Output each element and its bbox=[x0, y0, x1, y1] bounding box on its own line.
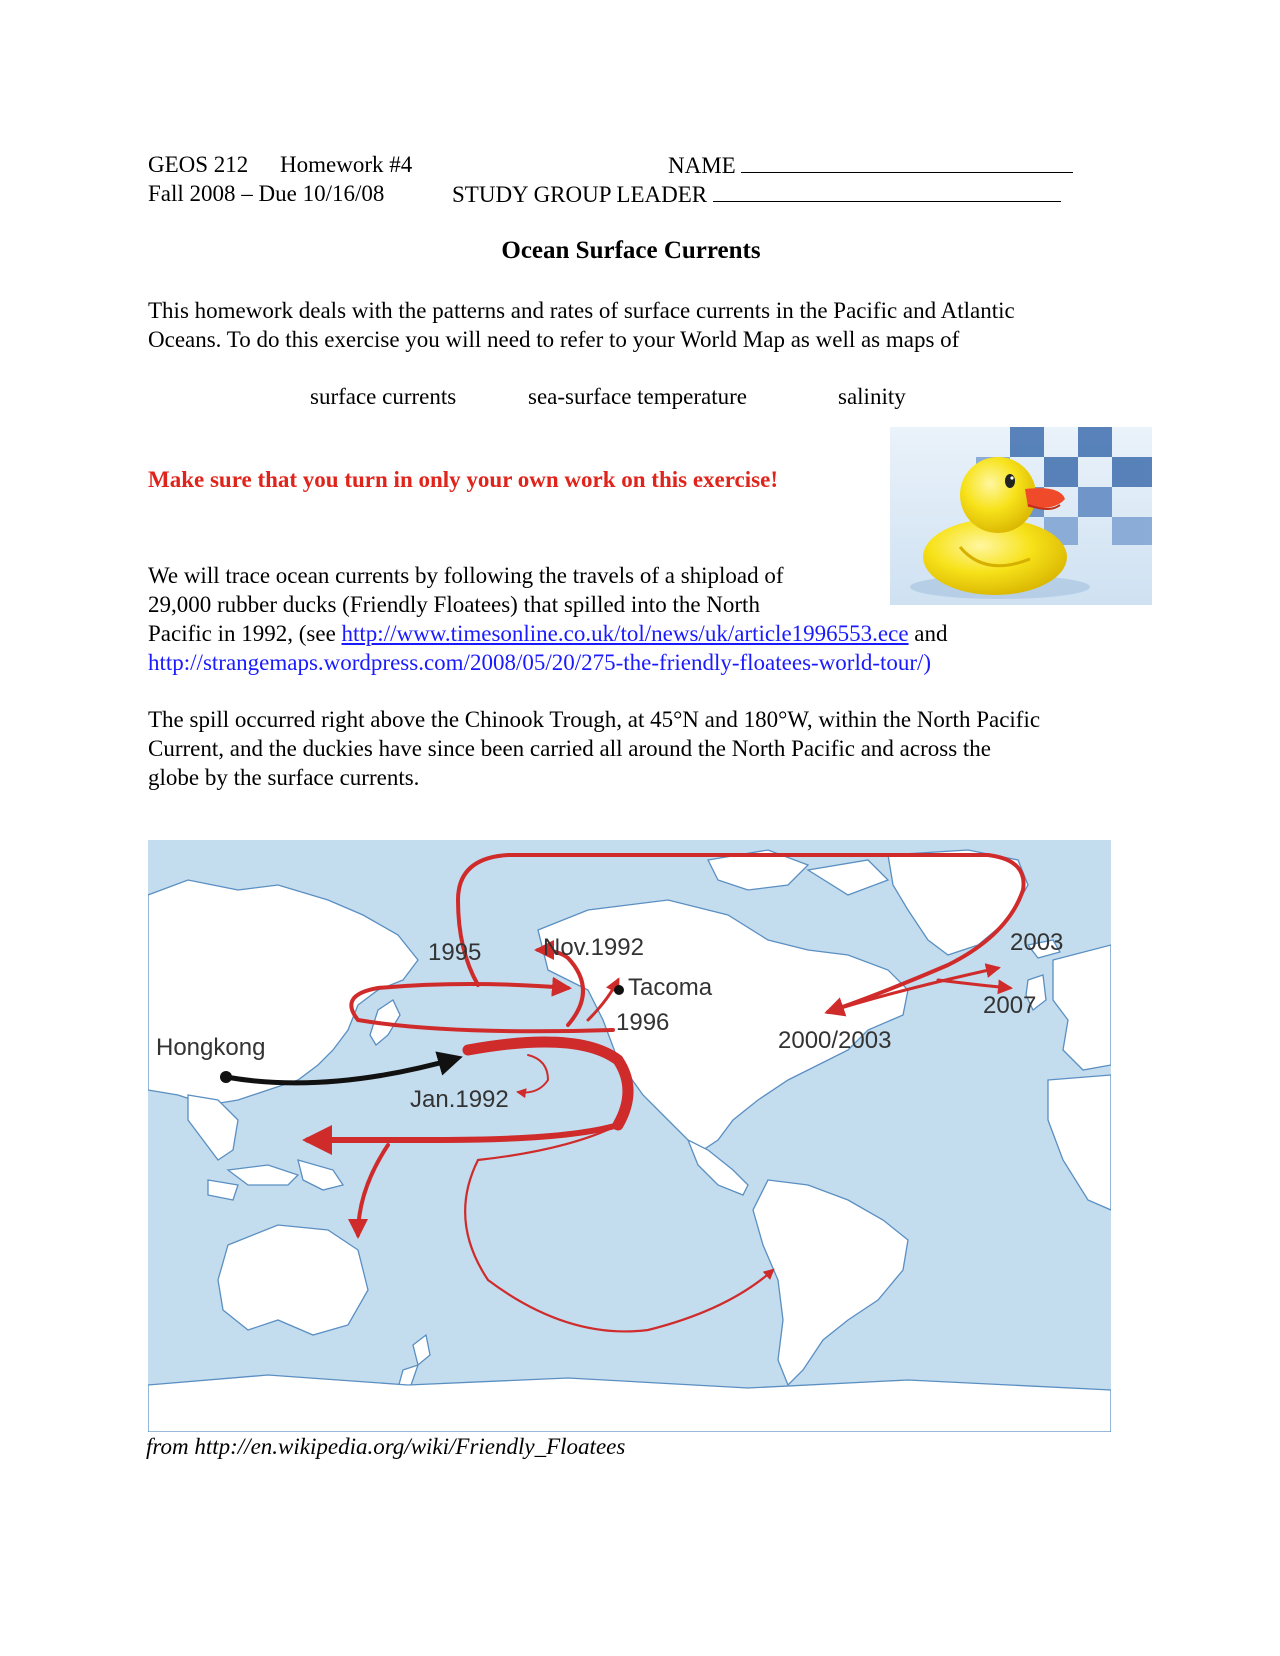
label-2007: 2007 bbox=[983, 992, 1037, 1019]
map-caption: from http://en.wikipedia.org/wiki/Friendly_Floatees bbox=[146, 1434, 626, 1459]
label-hongkong: Hongkong bbox=[156, 1034, 266, 1061]
strangemaps-link-line bbox=[148, 648, 931, 677]
study-group-leader-label: STUDY GROUP LEADER bbox=[452, 182, 708, 207]
trace-line-3 bbox=[148, 619, 948, 648]
trace-line-3-prefix: Pacific in 1992, (see bbox=[148, 621, 342, 646]
intro-line-2: Oceans. To do this exercise you will need to refer to your World Map as well as maps of bbox=[148, 327, 960, 352]
term-due-date: Fall 2008 – Due 10/16/08 bbox=[148, 181, 385, 206]
leader-blank-line bbox=[713, 179, 1061, 202]
timesonline-link[interactable]: http://www.timesonline.co.uk/tol/news/uk/article1996553.ece bbox=[341, 621, 909, 646]
strangemaps-link[interactable]: http://strangemaps.wordpress.com/2008/05/20/275-the-friendly-floatees-world-tour/) bbox=[148, 650, 932, 675]
study-group-leader-field[interactable] bbox=[452, 179, 1061, 209]
map-type-surface-currents: surface currents bbox=[310, 384, 457, 409]
trace-line-2: 29,000 rubber ducks (Friendly Floatees) that spilled into the North bbox=[148, 592, 760, 617]
label-1996: 1996 bbox=[616, 1009, 670, 1036]
label-nov-1992: Nov.1992 bbox=[543, 934, 644, 961]
spill-line-1: The spill occurred right above the Chinook Trough, at 45°N and 180°W, within the North Pacific bbox=[148, 707, 1041, 732]
label-jan-1992: Jan.1992 bbox=[410, 1086, 509, 1113]
rubber-duck-image bbox=[890, 427, 1152, 605]
warning-text: Make sure that you turn in only your own work on this exercise! bbox=[148, 467, 778, 492]
trace-line-3-suffix: and bbox=[908, 621, 948, 646]
name-label: NAME bbox=[668, 153, 736, 178]
page-title: Ocean Surface Currents bbox=[501, 237, 761, 264]
label-1995: 1995 bbox=[428, 939, 482, 966]
label-2000-2003: 2000/2003 bbox=[778, 1027, 892, 1054]
name-blank-line bbox=[741, 150, 1073, 173]
spill-line-2: Current, and the duckies have since been carried all around the North Pacific and across the bbox=[148, 736, 992, 761]
hongkong-marker bbox=[220, 1071, 232, 1083]
intro-line-1: This homework deals with the patterns and rates of surface currents in the Pacific and Atlantic bbox=[148, 298, 1015, 323]
map-type-salinity: salinity bbox=[838, 384, 906, 409]
label-tacoma: Tacoma bbox=[628, 974, 713, 1001]
homework-number: Homework #4 bbox=[280, 152, 413, 177]
spill-line-3: globe by the surface currents. bbox=[148, 765, 420, 790]
map-type-sea-surface-temperature: sea-surface temperature bbox=[528, 384, 747, 409]
label-2003: 2003 bbox=[1010, 929, 1064, 956]
name-field[interactable] bbox=[668, 150, 1073, 180]
friendly-floatees-map bbox=[148, 840, 1111, 1432]
course-code: GEOS 212 bbox=[148, 152, 249, 177]
tacoma-marker bbox=[614, 985, 624, 995]
trace-line-1: We will trace ocean currents by following the travels of a shipload of bbox=[148, 563, 784, 588]
